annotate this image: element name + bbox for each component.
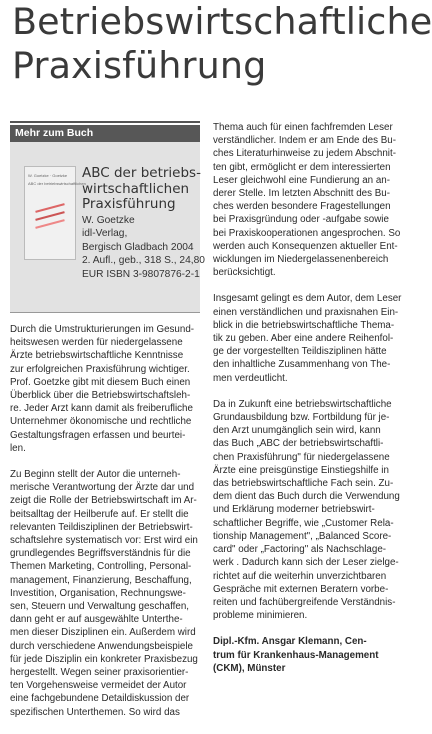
text-line: Zu Beginn stellt der Autor die unterneh- [10, 469, 181, 481]
book-cover-image [24, 166, 86, 260]
text-line: relevanten Teildisziplinen der Betriebswirt- [10, 521, 193, 533]
book-title-line: Praxisführung [82, 196, 176, 212]
text-line: men verdeutlicht. [213, 372, 288, 384]
text-line: Gespräche mit externen Beratern vorbe- [213, 583, 389, 595]
left-column [10, 121, 205, 719]
text-line: ches Literaturhinweise zu jedem Abschnit- [213, 148, 396, 160]
box-top-rule [10, 121, 200, 123]
text-line: ten Vorgehensweise vermeidet der Autor [10, 680, 187, 692]
text-line: heitswesen werden für niedergelassene [10, 337, 183, 349]
left-paragraph-2 [10, 468, 200, 719]
title-line-1: Betriebswirtschaftliche [12, 0, 432, 43]
text-line: schaftslehre systematisch vor: Erst wird ein [10, 535, 198, 547]
text-line: len. [10, 442, 26, 454]
book-meta-line: 2. Aufl., geb., 318 S., 24,80 [82, 255, 205, 267]
text-line: zeigt die Rolle der Betriebswirtschaft im Ar- [10, 495, 197, 507]
text-line: dann geht er auf ausgewählte Unterthe- [10, 614, 183, 626]
text-line: Durch die Umstrukturierungen im Gesund- [10, 324, 195, 335]
text-line: chen Praxisführung" für niedergelassene [213, 451, 390, 463]
text-line: eine fachgebundene Detaildiskussion der [10, 693, 190, 705]
text-line: beitsalltag der Heilberufe auf. Er stellt die [10, 508, 189, 520]
text-line: tik zu geben. Aber eine andere Reihenfol- [213, 333, 394, 345]
text-line: bei Praxisgründung oder -aufgabe sowie [213, 214, 389, 226]
right-paragraph-3 [213, 398, 400, 622]
text-line: ge der vorgestellten Teildisziplinen hätte [213, 346, 387, 358]
text-line: schaftlicher Begriffe, wie „Customer Rela- [213, 517, 394, 529]
right-paragraph-1 [213, 121, 401, 279]
text-line: spezifischen Unterthemen. So wird das [10, 706, 180, 718]
text-line: Überblick über die Betriebswirtschaftsleh- [10, 390, 191, 402]
text-line: (CKM), Münster [213, 662, 286, 674]
cover-stripe [35, 219, 64, 229]
book-meta-line: W. Goetzke [82, 215, 135, 226]
text-line: Thema auch für einen fachfremden Leser [213, 122, 393, 133]
book-meta-line: Bergisch Gladbach 2004 [82, 241, 194, 253]
text-line: werk . Dadurch kann sich der Leser zielge- [213, 557, 399, 569]
text-line: ten gibt, ermöglicht er dem interessierten [213, 161, 391, 173]
text-line: das betriebswirtschaftliche Fach sein. Zu- [213, 478, 394, 490]
text-line: merische Verantwortung der Ärzte dar und [10, 482, 195, 494]
book-title-line: wirtschaftlichen [82, 180, 190, 197]
text-line: management, Finanzierung, Beschaffung, [10, 574, 192, 586]
text-line: hergestellt. Wegen seiner praxisorientier- [10, 667, 189, 679]
text-line: Da in Zukunft eine betriebswirtschaftliche [213, 398, 392, 410]
text-line: den Arzt unumgänglich sein wird, kann [213, 425, 381, 437]
text-line: men dieser Disziplinen ein. Außerdem wird [10, 627, 196, 639]
text-line: zur erfolgreichen Praxisführung wichtiger. [10, 363, 190, 375]
text-line: Ärzte eine preisgünstige Einstiegshilfe in [213, 464, 389, 476]
book-title [82, 166, 202, 213]
text-line: blick in die betriebswirtschaftliche Thema- [213, 319, 395, 331]
text-line: einen verständlichen und praxisnahen Ein- [213, 306, 399, 318]
book-meta [82, 214, 205, 281]
text-line: den inhaltliche Zusammenhang von The- [213, 359, 391, 371]
text-line: sen, Steuern und Verwaltung geschaffen, [10, 601, 190, 613]
book-meta-line: EUR ISBN 3-9807876-2-1 [82, 268, 200, 280]
text-line: probleme minimieren. [213, 610, 308, 622]
left-paragraph-1 [10, 323, 200, 455]
text-line: wicklungen im Niedergelassenenbereich [213, 254, 389, 266]
right-paragraph-2 [213, 292, 402, 384]
text-line: card" oder „Factoring" als Nachschlage- [213, 544, 387, 556]
cover-text: ABC der betriebswirtschaftlichen [28, 181, 86, 186]
text-line: dem dient das Buch durch die Verwendung [213, 491, 400, 503]
text-line: Investition, Organisation, Rechnungswe- [10, 587, 186, 599]
text-line: tionship Management", „Balanced Score- [213, 530, 392, 542]
cover-text: W. Goetzke · Goetzke [28, 173, 68, 178]
text-line: Grundausbildung bzw. Fortbildung für je- [213, 412, 390, 424]
right-column [213, 121, 402, 675]
text-line: trum für Krankenhaus-Management [213, 649, 379, 661]
text-line: Dipl.-Kfm. Ansgar Klemann, Cen- [213, 636, 367, 648]
text-line: werden auch Konsequenzen aktueller Ent- [213, 240, 398, 252]
text-line: Ärzte betriebswirtschaftliche Kenntnisse [10, 350, 184, 362]
text-line: Leser gleichwohl eine Fundierung an an- [213, 174, 391, 186]
text-line: für jede Disziplin ein konkreter Praxisbezug [10, 653, 198, 665]
text-line: grundlegendes Begriffsverständnis für die [10, 548, 191, 560]
text-line: Themen Marketing, Controlling, Personal- [10, 561, 192, 573]
book-meta-line: idl-Verlag, [82, 228, 128, 240]
text-line: re. Jeder Arzt kann damit als freiberufliche [10, 403, 193, 415]
text-line: ches werden besondere Fragestellungen [213, 201, 391, 213]
text-line: verständlicher. Indem er am Ende des Bu- [213, 135, 396, 147]
text-line: und Erklärung moderner betriebswirt- [213, 504, 375, 516]
text-line: Gestaltungsfragen erfassen und beurtei- [10, 429, 186, 441]
text-line: richtet auf die weiterhin unverzichtbaren [213, 570, 387, 582]
text-line: durch verschiedene Anwendungsbeispiele [10, 640, 194, 652]
text-line: Unternehmer ökonomische und rechtliche [10, 416, 192, 428]
title-line-2: Praxisführung [12, 44, 267, 87]
book-info-box [10, 142, 205, 313]
text-line: bei Praxiskooperationen angesprochen. So [213, 227, 401, 239]
article-title [12, 0, 432, 88]
text-line: Insgesamt gelingt es dem Autor, dem Leser [213, 293, 402, 305]
text-line: das Buch „ABC der betriebswirtschaftli- [213, 438, 384, 450]
text-line: reiten und fachübergreifende Verständnis- [213, 596, 396, 608]
text-line: berücksichtigt. [213, 267, 276, 279]
author-signature [213, 635, 391, 675]
book-title-line: ABC der betriebs- [82, 165, 201, 181]
text-line: Prof. Goetzke gibt mit diesem Buch einen [10, 376, 191, 388]
sidebar-box-heading: Mehr zum Buch [10, 125, 200, 142]
text-line: derer Stelle. Im letzten Abschnitt des Bu- [213, 188, 390, 200]
